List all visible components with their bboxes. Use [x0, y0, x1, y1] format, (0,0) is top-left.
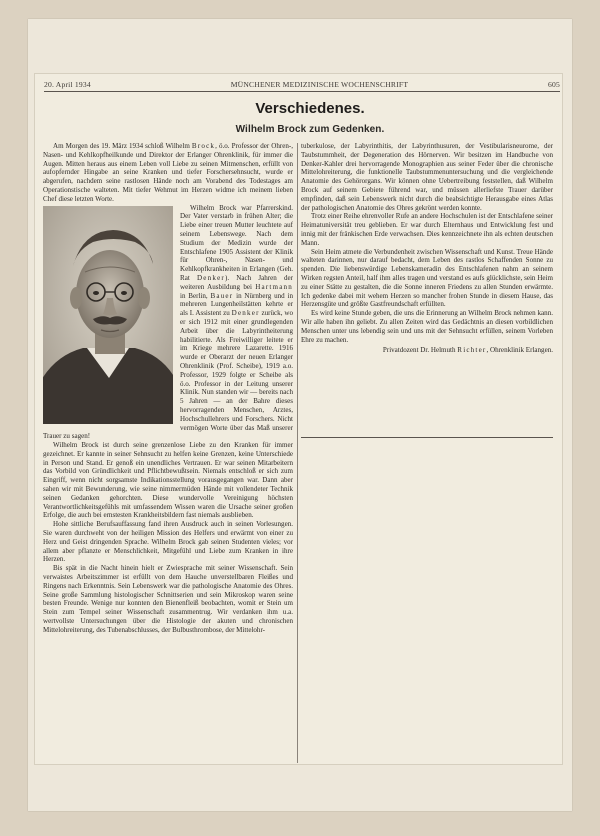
- paragraph-2: Wilhelm Brock war Pfarrerskind. Der Vater verstarb in frühen Alter; die Liebe einer treuen Mutter leuchtete auf seinem Lebenswege. Nach dem Studium der Medizin wurde der Entschlafene 1905 Assistent der Klinik für Ohren-, Nasen- und Kehlkopfkrankheiten in Erlangen (Geh. Rat Denker). Nach Jahren der weiteren Ausbildung bei Hartmann in Berlin, Bauer in Nürnberg und in mehreren Lungenheilstätten kehrte er als I. Assistent zu Denker zurück, wo er sich 1912 mit einer grundlegenden Arbeit über die Labyrintheiterung habilitierte. Als Freiwilliger leitete er im Kriege mehrere Lazarette. 1916 wurde er Oberarzt der neuen Erlanger Ohrenklinik (Prof. Scheibe), 1919 a.o. Professor, 1929 folgte er Scheibe als ö.o. Professor in der Leitung unserer Klinik. Nun standen wir — bereits nach 5 Jahren — an der Bahre dieses hervorragenden Menschen, Arztes, Hochschullehrers und Forschers. Nicht vermögen Worte über das Maß unserer Trauer zu sagen!: [43, 203, 293, 441]
- paragraph-1: Am Morgen des 19. März 1934 schloß Wilhelm Brock, ö.o. Professor der Ohren-, Nasen- und Kehlkopfheilkunde und Direktor der Erlanger Ohrenklinik, für immer die Augen. Mitten heraus aus einem Leben voll Liebe zu seinen Mitmenschen, erfüllt von aufopfernder Hingabe an seine Kranken und tiefer Forschersehnsucht, wurde er abgerufen, nachdem seine rastlosen Hände noch am Vorabend des Todestages am Operationstische walteten. Mit tiefer Wehmut im Herzen widme ich meinem lieben Chef diese letzten Worte.: [43, 142, 293, 203]
- journal-name: MÜNCHENER MEDIZINISCHE WOCHENSCHRIFT: [230, 79, 409, 89]
- article-end-rule: [301, 437, 553, 438]
- paragraph-6: tuberkulose, der Labyrinthitis, der Labyrinthusuren, der Vestibularisneurome, der Taubstummheit, der Degeneration des Hörnerven. Wir besitzen im Handbuche von Denker-Kahler drei hervorragende Monographien aus seiner Feder über die chronische Mittelohreiterung, die funktionelle Taubstummenuntersuchung und die vergleichende Anatomie des Gehörorgans. Wir können ohne Uebertreibung feststellen, daß Wilhelm Brock auf seinem Gebiete führend war, und müssen allerliefste Trauer darüber empfinden, daß sein Lebenswerk nicht durch die beabsichtigte Herausgabe eines Atlas der pathologischen Anatomie des Ohres gekrönt werden konnte.: [301, 142, 553, 212]
- section-title: Verschiedenes.: [255, 100, 365, 117]
- article-title: Wilhelm Brock zum Gedenken.: [235, 124, 385, 135]
- portrait-photo: [43, 206, 173, 424]
- paragraph-8: Sein Heim atmete die Verbundenheit zwischen Wissenschaft und Kunst. Treue Hände walteten darinnen, nur darauf bedacht, dem Leben des rastlos Schaffenden Sonne zu spenden. Die liebenswürdige Lebenskameradin des Entschlafenen nahm an seinem Wirken regsten Anteil, half ihm alles tragen und verstand es aufs glücklichste, sein Heim zu einer Stätte zu gestalten, die die Sonne inneren Friedens zu allen Stunden erwärmte. Ich gedenke dabei mit wehem Herzen so mancher frohen Stunde in diesem Hause, das Herzensgüte und größte Gastfreundschaft erfüllten.: [301, 247, 553, 309]
- page-number: 605: [547, 79, 560, 89]
- paragraph-9: Es wird keine Stunde geben, die uns die Erinnerung an Wilhelm Brock nehmen kann. Wir alle haben ihn geliebt. Zu allen Zeiten wird das Gedächtnis an diesen vorbildlichen Menschen unter uns lebendig sein und uns mit der Sehnsucht erfüllen, seinem Vorleben Ehre zu machen.: [301, 309, 553, 344]
- left-column: [43, 142, 293, 635]
- right-column: [301, 142, 553, 355]
- paragraph-7: Trotz einer Reihe ehrenvoller Rufe an andere Hochschulen ist der Entschlafene seiner Heimatuniversität treu geblieben. Er war durch Elternhaus und Entwicklung fest und innig mit der fränkischen Erde verwachsen. Dies kennzeichnete ihn als echten deutschen Mann.: [301, 212, 553, 247]
- header-rule: [44, 91, 560, 92]
- paragraph-3: Wilhelm Brock ist durch seine grenzenlose Liebe zu den Kranken für immer gezeichnet. Er kannte in seiner Sehnsucht zu helfen keine Grenzen, keine Unterschiede in Person und Stand. Er genoß ein unendliches Vertrauen. Er war seinen Mitarbeitern das Vorbild von Gründlichkeit und Pflichtbewußtsein. Niemals entschloß er sich zum Eingriff, wenn nicht sorgsamste Indikationsstellung vorausgegangen war. Dann aber sahen wir mit Bewunderung, wie seine nimmermüden Hände mit vollendeter Technik seinen Gedanken gehorchten. Diese wundervolle Vereinigung höchsten Verantwortlichkeitsgefühls mit umfassendem Wissen waren die Ursache seiner großen Erfolge, die auch bei ernstesten Krankheitsbildern fast niemals ausblieben.: [43, 441, 293, 520]
- paragraph-5: Bis spät in die Nacht hinein hielt er Zwiesprache mit seiner Wissenschaft. Sein verwaistes Arbeitszimmer ist erfüllt von dem Hauche unverstellbaren Fleißes und Ringens nach Erkenntnis. Sein Lebenswerk war die pathologische Anatomie des Ohres. Seine große Sammlung histologischer Schnittserien und sein Mikroskop waren seine besten Freunde. Wenige nur konnten den Bienenfleiß beobachten, womit er Stein um Stein zum Tempel seiner Wissenschaft zusammentrug. Wir verdanken ihm u.a. wertvollste Untersuchungen über die Histologie der akuten und chronischen Mittelohreiterung, des Tubenabschlusses, der Bulbusthrombose, der Mittelohr-: [43, 564, 293, 634]
- portrait-image: [43, 206, 173, 424]
- author-signature: Privatdozent Dr. Helmuth Richter, Ohrenklinik Erlangen.: [382, 346, 553, 355]
- issue-date: 20. April 1934: [44, 79, 91, 89]
- running-header: [44, 78, 560, 90]
- paragraph-4: Hohe sittliche Berufsauffassung fand ihren Ausdruck auch in seinen Vorlesungen. Sie waren durchweht von der heiligen Mission des Helfers und erwärmt von einer zu Herz und Geist dringenden Sprache. Wilhelm Brock gab seinen Studenten vieles; vor allem aber pflanzte er Menschlichkeit, Mitgefühl und Liebe zum Kranken in ihre Herzen.: [43, 520, 293, 564]
- column-divider: [297, 143, 298, 763]
